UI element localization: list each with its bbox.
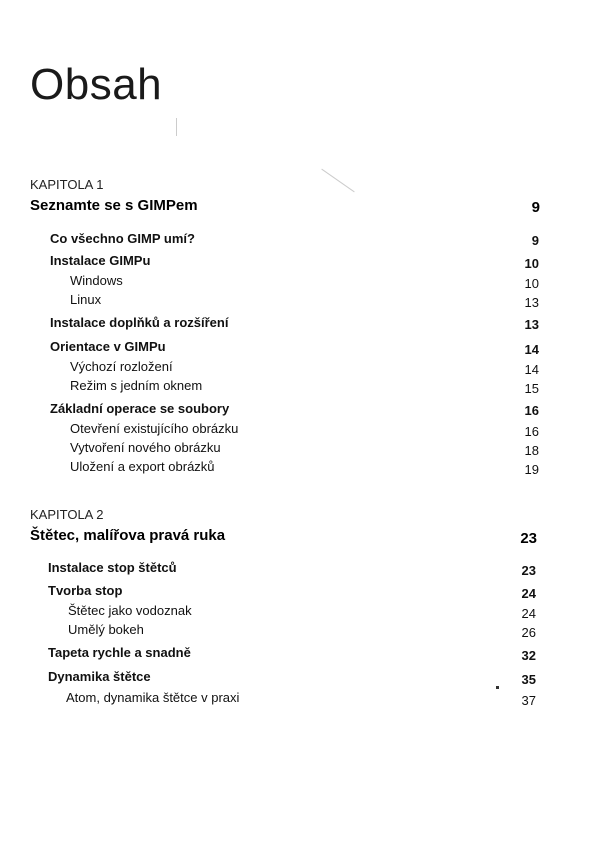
toc-entry-page: 16 bbox=[524, 403, 539, 418]
toc-entry: Instalace stop štětců bbox=[48, 560, 177, 575]
toc-entry-page: 24 bbox=[521, 586, 536, 601]
toc-entry-page: 10 bbox=[524, 256, 539, 271]
toc-entry: Instalace GIMPu bbox=[50, 253, 151, 268]
toc-entry: Co všechno GIMP umí? bbox=[50, 231, 195, 246]
chapter-title: Seznamte se s GIMPem bbox=[30, 197, 198, 214]
scan-speck bbox=[496, 686, 499, 689]
toc-subentry: Linux bbox=[70, 292, 102, 307]
chapter-page-number: 9 bbox=[531, 199, 540, 216]
toc-subentry: Režim s jedním oknem bbox=[70, 378, 203, 393]
toc-subentry: Windows bbox=[70, 273, 123, 288]
toc-entry: Instalace doplňků a rozšíření bbox=[50, 315, 229, 330]
toc-entry: Základní operace se soubory bbox=[50, 401, 230, 416]
toc-entry: Tvorba stop bbox=[48, 583, 123, 598]
toc-entry-page: 23 bbox=[521, 563, 536, 578]
toc-entry-page: 9 bbox=[531, 233, 539, 248]
toc-entry-page: 37 bbox=[521, 693, 536, 708]
toc-entry-page: 15 bbox=[524, 381, 539, 396]
toc-entry-page: 14 bbox=[524, 362, 539, 377]
toc-entry-page: 10 bbox=[524, 276, 539, 291]
toc-subentry: Uložení a export obrázků bbox=[70, 459, 215, 474]
toc-entry-page: 13 bbox=[524, 317, 539, 332]
chapter-label: KAPITOLA 1 bbox=[30, 177, 104, 192]
toc-entry: Dynamika štětce bbox=[48, 669, 151, 684]
toc-entry-page: 14 bbox=[524, 342, 539, 357]
toc-entry: Tapeta rychle a snadně bbox=[48, 645, 191, 660]
chapter-page-number: 23 bbox=[520, 530, 537, 547]
toc-subentry: Výchozí rozložení bbox=[70, 359, 173, 374]
toc-subentry: Atom, dynamika štětce v praxi bbox=[66, 690, 240, 705]
chapter-label: KAPITOLA 2 bbox=[30, 507, 104, 522]
toc-entry-page: 32 bbox=[521, 648, 536, 663]
toc-entry: Orientace v GIMPu bbox=[50, 339, 166, 354]
toc-entry-page: 18 bbox=[524, 443, 539, 458]
toc-entry-page: 35 bbox=[521, 672, 536, 687]
toc-subentry: Vytvoření nového obrázku bbox=[70, 440, 221, 455]
toc-entry-page: 13 bbox=[524, 295, 539, 310]
toc-subentry: Otevření existujícího obrázku bbox=[70, 421, 239, 436]
toc-entry-page: 19 bbox=[524, 462, 539, 477]
toc-subentry: Štětec jako vodoznak bbox=[68, 603, 192, 618]
scan-speck bbox=[321, 169, 354, 193]
page-title: Obsah bbox=[30, 60, 163, 109]
toc-subentry: Umělý bokeh bbox=[68, 622, 144, 637]
toc-entry-page: 26 bbox=[521, 625, 536, 640]
chapter-title: Štětec, malířova pravá ruka bbox=[30, 527, 226, 544]
toc-entry-page: 24 bbox=[521, 606, 536, 621]
scan-speck bbox=[176, 118, 177, 136]
toc-entry-page: 16 bbox=[524, 424, 539, 439]
